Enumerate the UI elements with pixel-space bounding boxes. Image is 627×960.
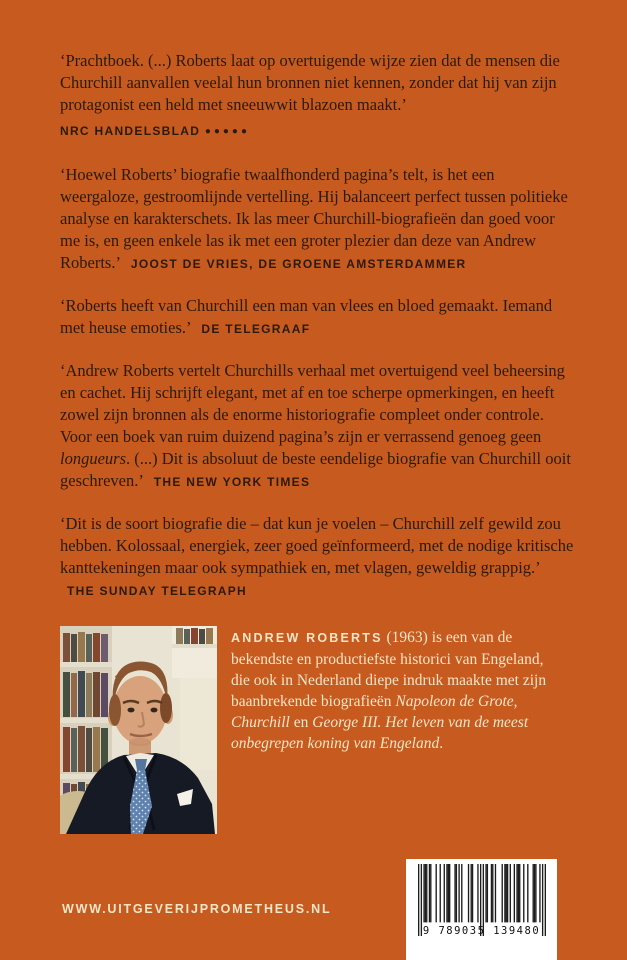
quotes-column [60, 50, 577, 834]
quote-attribution: DE TELEGRAAF [201, 322, 311, 336]
author-bio: ANDREW ROBERTS (1963) is een van de bekendste en productiefste historici van Engeland, die ook in Nederland diepe indruk maakte met zijn baanbrekende biografieën Napoleon de Grote, Churchill en George III. Het leven van de meest onbegrepen koning van Engeland. [231, 629, 547, 752]
quote-text: ‘Andrew Roberts vertelt Churchills verhaal met overtuigend veel beheersing en cachet. Hij schrijft elegant, met af en toe scherpe opmerkingen, en heeft zowel zijn bronnen als de enorme historiografie compleet onder controle. Voor een boek van ruim duizend pagina’s zijn er verrassend genoeg geen longueurs. (...) Dit is absoluut de beste eendelige biografie van Churchill ooit geschreven.’ [60, 361, 571, 490]
barcode [406, 859, 557, 960]
review-quote-nrc [60, 50, 577, 144]
review-quote-nyt [60, 360, 577, 493]
review-quote-groene [60, 164, 577, 275]
quote-text: ‘Hoewel Roberts’ biografie twaalfhonderd pagina’s telt, is het een weergaloze, gestroomlijnde vertelling. Hij balanceert perfect tussen politieke analyse en karakterschets. Ik las meer Churchill-biografieën dan goed voor me is, en geen enkele las ik met een groter plezier dan deze van Andrew Roberts.’ [60, 165, 568, 272]
barcode-number: 9 789035 139480 [422, 925, 541, 937]
quote-attribution: JOOST DE VRIES, DE GROENE AMSTERDAMMER [130, 257, 467, 271]
quote-text: ‘Dit is de soort biografie die – dat kun je voelen – Churchill zelf gewild zou hebben. Kolossaal, energiek, zeer goed geïnformeerd, met de nodige kritische kanttekeningen maar ook sympathiek en, met vlagen, geweldig grappig.’ [60, 514, 574, 577]
rating-stars: ●●●●● [204, 126, 251, 137]
author-portrait-photo [60, 626, 217, 834]
quote-attribution: THE SUNDAY TELEGRAPH [67, 584, 248, 598]
review-quote-sunday-telegraph [60, 513, 577, 602]
quote-attribution: THE NEW YORK TIMES [153, 475, 311, 489]
quote-text: ‘Roberts heeft van Churchill een man van vlees en bloed gemaakt. Iemand met heuse emoties.’ [60, 296, 553, 337]
quote-text: ‘Prachtboek. (...) Roberts laat op overtuigende wijze zien dat de mensen die Churchill aanvallen veelal hun bronnen niet kennen, zonder dat hij van zijn protagonist een held met sneeuwwit blazoen maakt.’ [60, 51, 560, 114]
quote-attribution: NRC HANDELSBLAD ●●●●● [60, 124, 251, 138]
publisher-website: WWW.UITGEVERIJPROMETHEUS.NL [62, 902, 332, 916]
review-quote-telegraaf [60, 295, 577, 340]
author-section [60, 626, 577, 834]
